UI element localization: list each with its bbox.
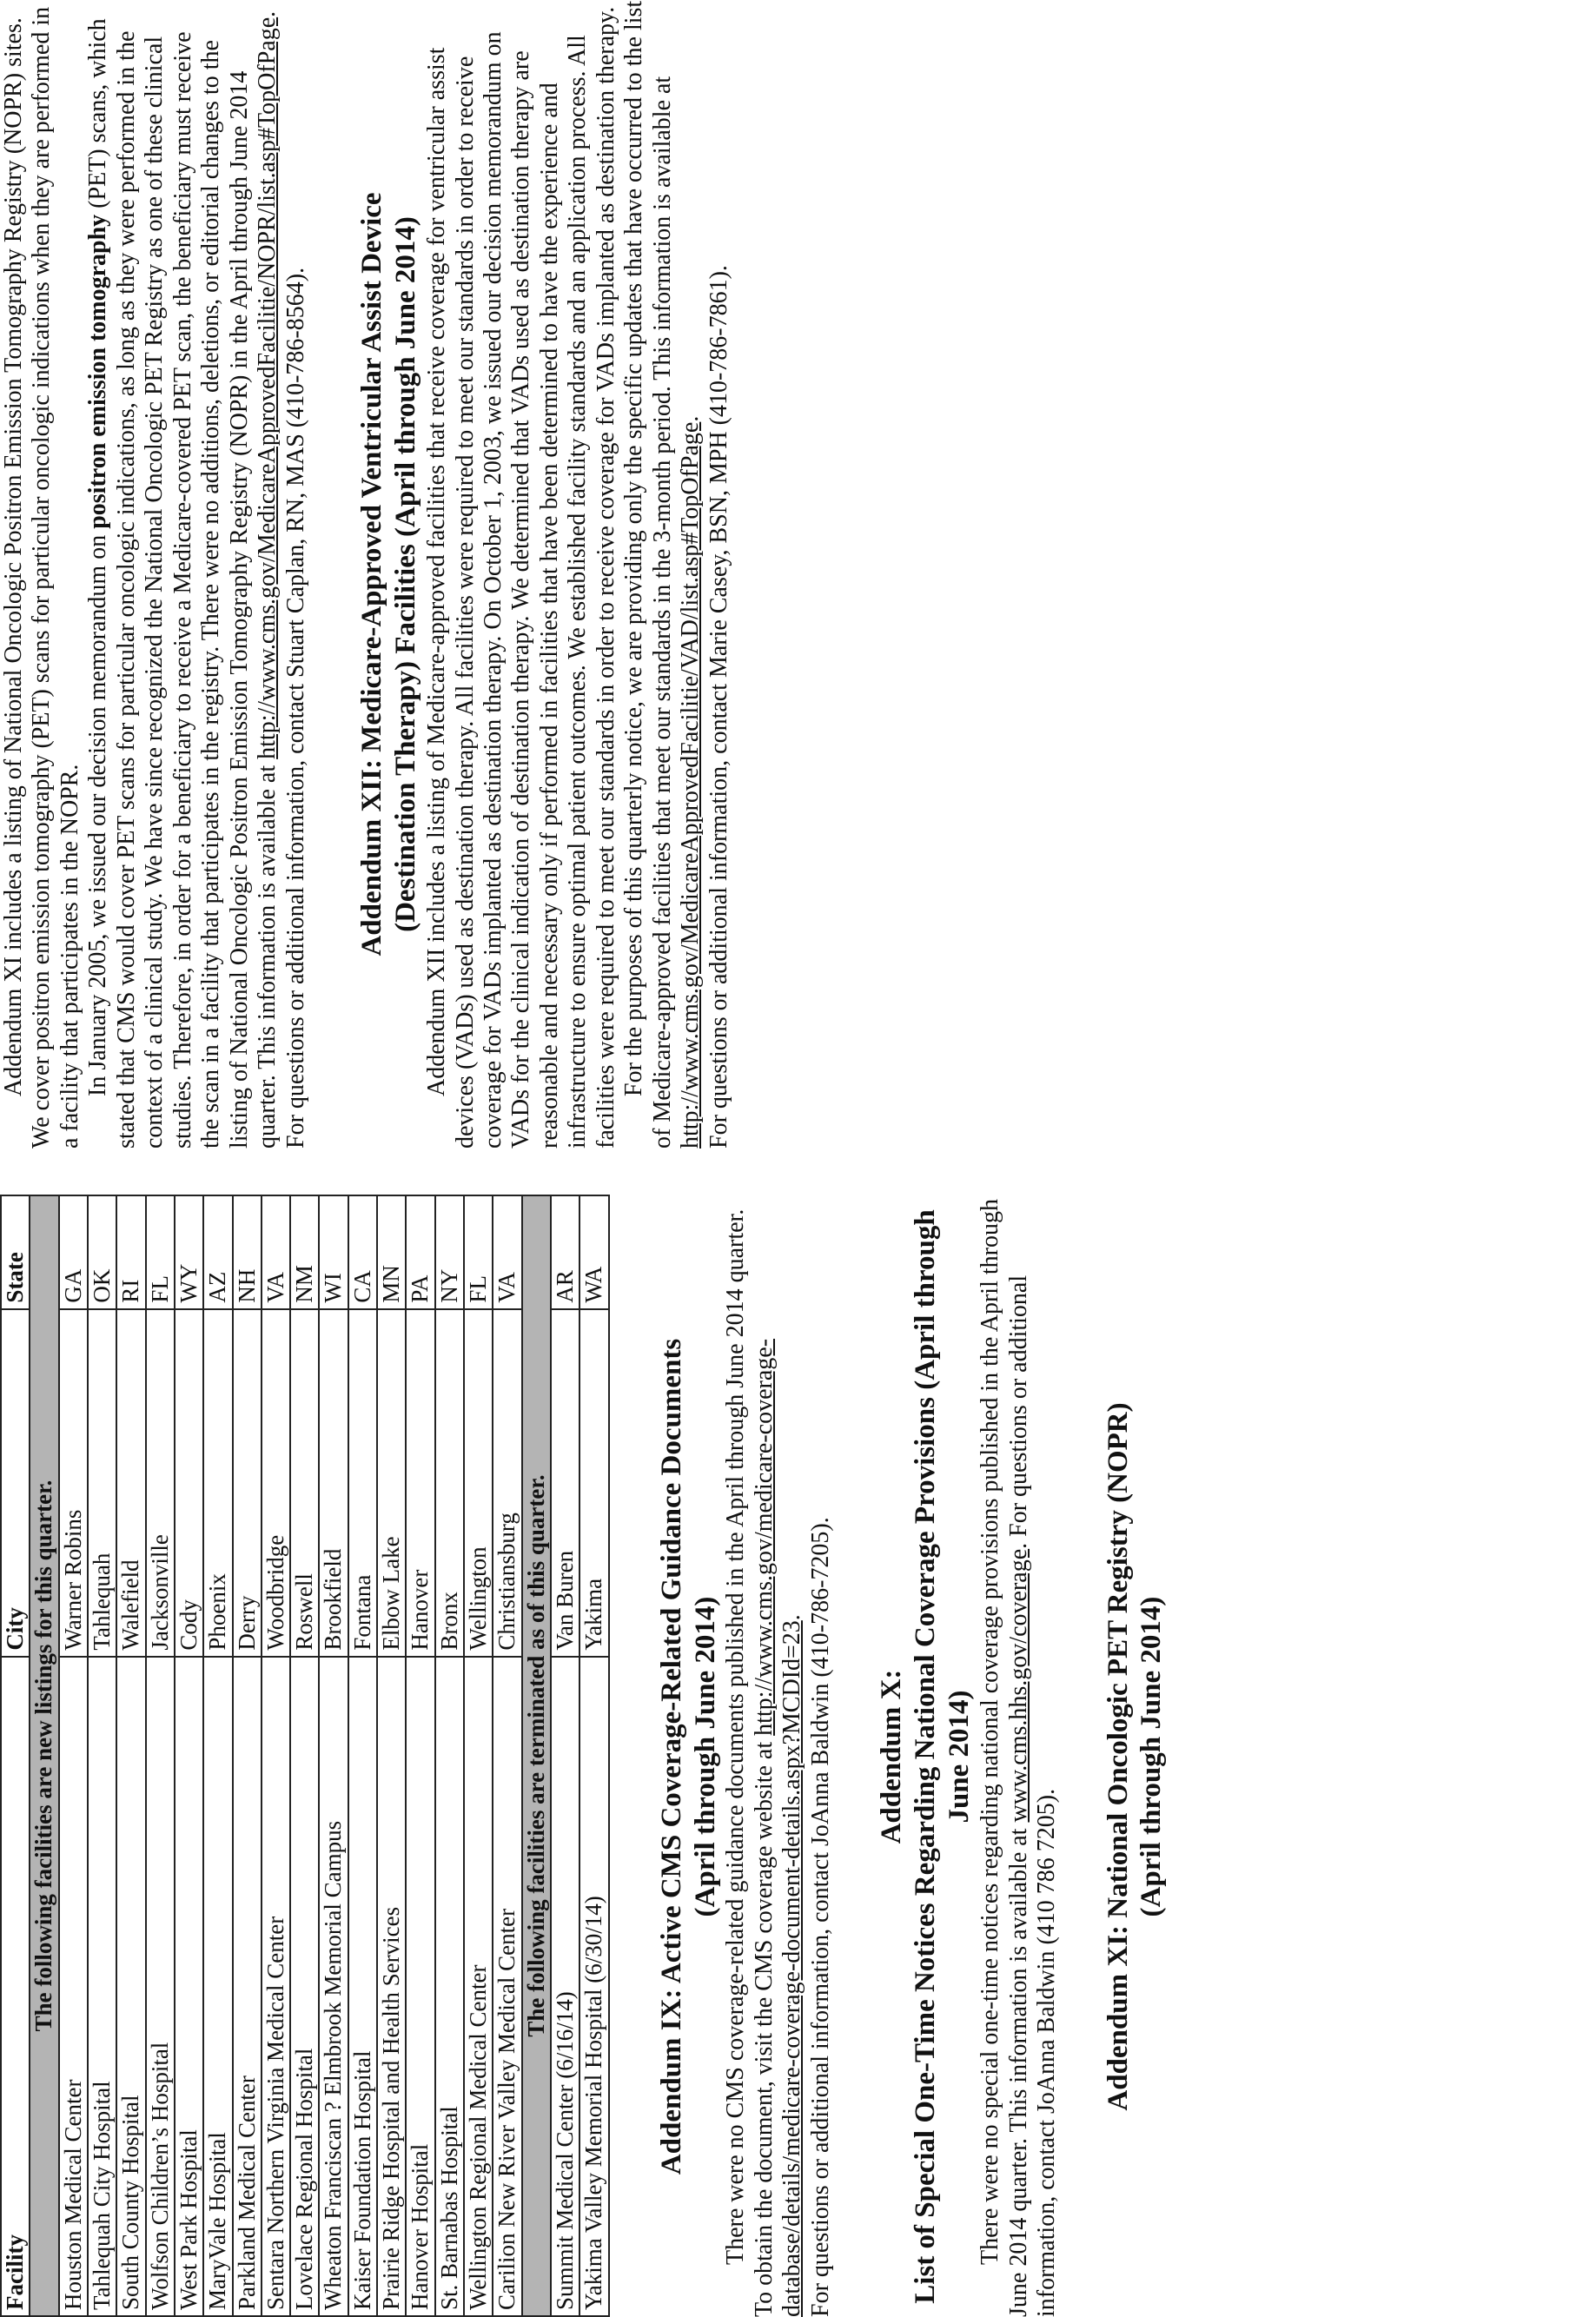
table-row — [262, 1195, 290, 2316]
city-cell: Warner Robins — [59, 1309, 88, 1657]
facility-cell: Wheaton Franciscan ? Elmbrook Memorial Campus — [319, 1657, 348, 2316]
state-cell: RI — [116, 1195, 145, 1309]
city-cell: Tahlequah — [88, 1309, 116, 1657]
city-cell: Wellington — [464, 1309, 493, 1657]
city-cell: Hanover — [406, 1309, 434, 1657]
state-cell: FL — [464, 1195, 493, 1309]
table-row — [203, 1195, 232, 2316]
addendum-x-text-end: . For questions or additional information, contact JoAnna Baldwin (410 786 7205). — [1004, 1274, 1061, 2317]
addendum-ix-section — [655, 1196, 836, 2317]
table-row — [146, 1195, 175, 2316]
facility-cell: St. Barnabas Hospital — [435, 1657, 464, 2316]
pet-term: positron emission tomography — [84, 214, 112, 529]
addendum-x-heading: Addendum X: — [876, 1669, 908, 1844]
addendum-xii-paragraph-2 — [620, 0, 705, 1149]
addendum-ix-text-end: . — [778, 1614, 806, 1621]
table-row — [88, 1195, 116, 2316]
spacer — [835, 1196, 875, 2317]
city-cell: Christiansburg — [493, 1309, 521, 1657]
table-row — [290, 1195, 319, 2316]
addendum-xi-paragraph-1: Addendum XI includes a listing of National Oncologic Positron Emission Tomography Registry (NOPR) sites. We cover positron emission tomography (PET) scans for particular oncologic indications when they are performed in a facility that participates in the NOPR. — [0, 6, 83, 1149]
state-cell: NY — [435, 1195, 464, 1309]
city-cell: Yakima — [579, 1309, 608, 1657]
state-cell: WA — [579, 1195, 608, 1309]
addendum-x-subheading: List of Special One-Time Notices Regarding National Coverage Provisions (April through June 2014) — [910, 1209, 976, 2304]
facility-cell: Wellington Regional Medical Center — [464, 1657, 493, 2316]
facility-cell: Summit Medical Center (6/16/14) — [551, 1657, 579, 2316]
left-column — [0, 1196, 1169, 2317]
city-cell: Phoenix — [203, 1309, 232, 1657]
addendum-ix-subheading: (April through June 2014) — [689, 1596, 721, 1917]
addendum-x-text: There were no special one-time notices regarding national coverage provisions published in the April through June 2014 quarter. This information is available at — [977, 1199, 1032, 2317]
nopr-list-link[interactable]: http://www.cms.gov/MedicareApprovedFacilitie/NOPR/list.asp#TopOfPage — [254, 17, 281, 759]
addendum-xii-text: For the purposes of this quarterly notice, we are providing only the specific updates that have occurred to the list of Medicare-approved facilities that meet our standards in the 3-month period. This information is available at — [620, 0, 676, 1149]
facility-cell: Lovelace Regional Hospital — [290, 1657, 319, 2316]
addendum-xi-subheading: (April through June 2014) — [1136, 1596, 1168, 1917]
new-listings-band: The following facilities are new listings for this quarter. — [30, 1195, 58, 2316]
spacer — [610, 1196, 655, 2317]
state-cell: AZ — [203, 1195, 232, 1309]
table-row — [406, 1195, 434, 2316]
state-cell: VA — [262, 1195, 290, 1309]
terminated-band-row — [522, 1195, 551, 2316]
spacer — [310, 0, 355, 1149]
state-cell: WI — [319, 1195, 348, 1309]
header-facility: Facility — [1, 1657, 30, 2316]
addendum-xii-paragraph-1: Addendum XII includes a listing of Medicare-approved facilities that receive coverage for ventricular assist devices (VADs) used as destination therapy. All facilities were required to meet our standards in order to receive coverage for VADs implanted as destination therapy. On October 1, 2003, we issued our decision memorandum on VADs for the clinical indication of destination therapy. We determined that VADs used as destination therapy are reasonable and necessary only if performed in facilities that have been determined to have the experience and infrastructure to ensure optimal patient outcomes. We established facility standards and an application process. All facilities were required to meet our standards in order to receive coverage for VADs implanted as destination therapy. — [423, 6, 619, 1149]
header-city: City — [1, 1309, 30, 1657]
addendum-xi-text-end: . — [254, 10, 281, 17]
addendum-xii-subheading: (Destination Therapy) Facilities (April through June 2014) — [390, 216, 422, 932]
city-cell: Elbow Lake — [377, 1309, 406, 1657]
addendum-xi-text-cont: (PET) scans, which stated that CMS would cover PET scans for particular oncologic indications, as long as they were performed in the context of a clinical study. We have since recognized the National Oncologic PET Registry as one of these clinical studies. Therefore, in order for a beneficiary to receive a Medicare-covered PET scan, the beneficiary must receive the scan in a facility that participates in the registry. There were no additions, deletions, or editorial changes to the listing of National Oncologic Positron Emission Tomography Registry (NOPR) in the April through June 2014 quarter. This information is available at — [84, 18, 281, 1149]
state-cell: NM — [290, 1195, 319, 1309]
facility-cell: Yakima Valley Memorial Hospital (6/30/14) — [579, 1657, 608, 2316]
state-cell: GA — [59, 1195, 88, 1309]
state-cell: VA — [493, 1195, 521, 1309]
addendum-xi-contact: For questions or additional information, contact Stuart Caplan, RN, MAS (410-786-8564). — [281, 267, 309, 1149]
table-row — [579, 1195, 608, 2316]
table-row — [464, 1195, 493, 2316]
cms-coverage-document-link[interactable]: http://www.cms.gov/medicare-coverage-database/details/medicare-coverage-document-details.aspx?MCDId=23 — [750, 1338, 806, 2317]
table-row — [233, 1195, 262, 2316]
addendum-xii-text-end: . — [677, 415, 705, 422]
spacer — [1062, 1196, 1102, 2317]
state-cell: NH — [233, 1195, 262, 1309]
addendum-xii-contact: For questions or additional information, contact Marie Casey, BSN, MPH (410-786-7861). — [705, 265, 732, 1149]
addendum-xii-section — [355, 0, 733, 1149]
facility-cell: Tahlequah City Hospital — [88, 1657, 116, 2316]
facility-cell: Parkland Medical Center — [233, 1657, 262, 2316]
city-cell: Bronx — [435, 1309, 464, 1657]
facilities-table — [0, 1195, 610, 2317]
state-cell: FL — [146, 1195, 175, 1309]
table-row — [348, 1195, 377, 2316]
vad-list-link[interactable]: http://www.cms.gov/MedicareApprovedFacilitie/VAD/list.asp#TopOfPage — [677, 421, 705, 1149]
table-row — [116, 1195, 145, 2316]
table-row — [435, 1195, 464, 2316]
addendum-xi-paragraph-2 — [84, 0, 281, 1149]
state-cell: CA — [348, 1195, 377, 1309]
state-cell: MN — [377, 1195, 406, 1309]
city-cell: Walefield — [116, 1309, 145, 1657]
addendum-ix-text: There were no CMS coverage-related guidance documents published in the April through June 2014 quarter. To obtain the document, visit the CMS coverage website at — [722, 1208, 778, 2317]
addendum-xi-text: In January 2005, we issued our decision memorandum on — [84, 528, 112, 1096]
table-row — [59, 1195, 88, 2316]
table-row — [377, 1195, 406, 2316]
right-column — [0, 0, 733, 1149]
table-row — [175, 1195, 203, 2316]
facility-cell: Carilion New River Valley Medical Center — [493, 1657, 521, 2316]
addendum-x-paragraph — [977, 1196, 1061, 2317]
state-cell: AR — [551, 1195, 579, 1309]
state-cell: PA — [406, 1195, 434, 1309]
city-cell: Fontana — [348, 1309, 377, 1657]
facility-cell: Houston Medical Center — [59, 1657, 88, 2316]
table-row — [493, 1195, 521, 2316]
facility-cell: South County Hospital — [116, 1657, 145, 2316]
state-cell: OK — [88, 1195, 116, 1309]
terminated-band: The following facilities are terminated as of this quarter. — [522, 1195, 551, 2316]
facility-cell: Wolfson Children’s Hospital — [146, 1657, 175, 2316]
facility-cell: Prairie Ridge Hospital and Health Services — [377, 1657, 406, 2316]
addendum-ix-heading: Addendum IX: Active CMS Coverage-Related Guidance Documents — [655, 1338, 687, 2175]
facility-cell: Hanover Hospital — [406, 1657, 434, 2316]
addendum-xi-section — [1102, 1196, 1169, 2317]
city-cell: Brookfield — [319, 1309, 348, 1657]
cms-coverage-link[interactable]: www.cms.hhs.gov/coverage — [1004, 1548, 1032, 1823]
facility-cell: Kaiser Foundation Hospital — [348, 1657, 377, 2316]
facility-cell: Sentara Northern Virginia Medical Center — [262, 1657, 290, 2316]
table-header-row — [1, 1195, 30, 2316]
city-cell: Derry — [233, 1309, 262, 1657]
facility-cell: West Park Hospital — [175, 1657, 203, 2316]
addendum-xi-heading: Addendum XI: National Oncologic PET Registry (NOPR) — [1102, 1402, 1134, 2111]
addendum-ix-paragraph — [722, 1196, 806, 2317]
table-row — [551, 1195, 579, 2316]
city-cell: Van Buren — [551, 1309, 579, 1657]
state-cell: WY — [175, 1195, 203, 1309]
header-state: State — [1, 1195, 30, 1309]
addendum-xii-heading: Addendum XII: Medicare-Approved Ventricular Assist Device — [356, 192, 388, 957]
new-listings-band-row — [30, 1195, 58, 2316]
table-row — [319, 1195, 348, 2316]
city-cell: Cody — [175, 1309, 203, 1657]
city-cell: Woodbridge — [262, 1309, 290, 1657]
addendum-ix-contact: For questions or additional information, contact JoAnna Baldwin (410-786-7205). — [806, 1517, 834, 2317]
addendum-x-section — [875, 1196, 1061, 2317]
city-cell: Roswell — [290, 1309, 319, 1657]
facility-cell: MaryVale Hospital — [203, 1657, 232, 2316]
city-cell: Jacksonville — [146, 1309, 175, 1657]
